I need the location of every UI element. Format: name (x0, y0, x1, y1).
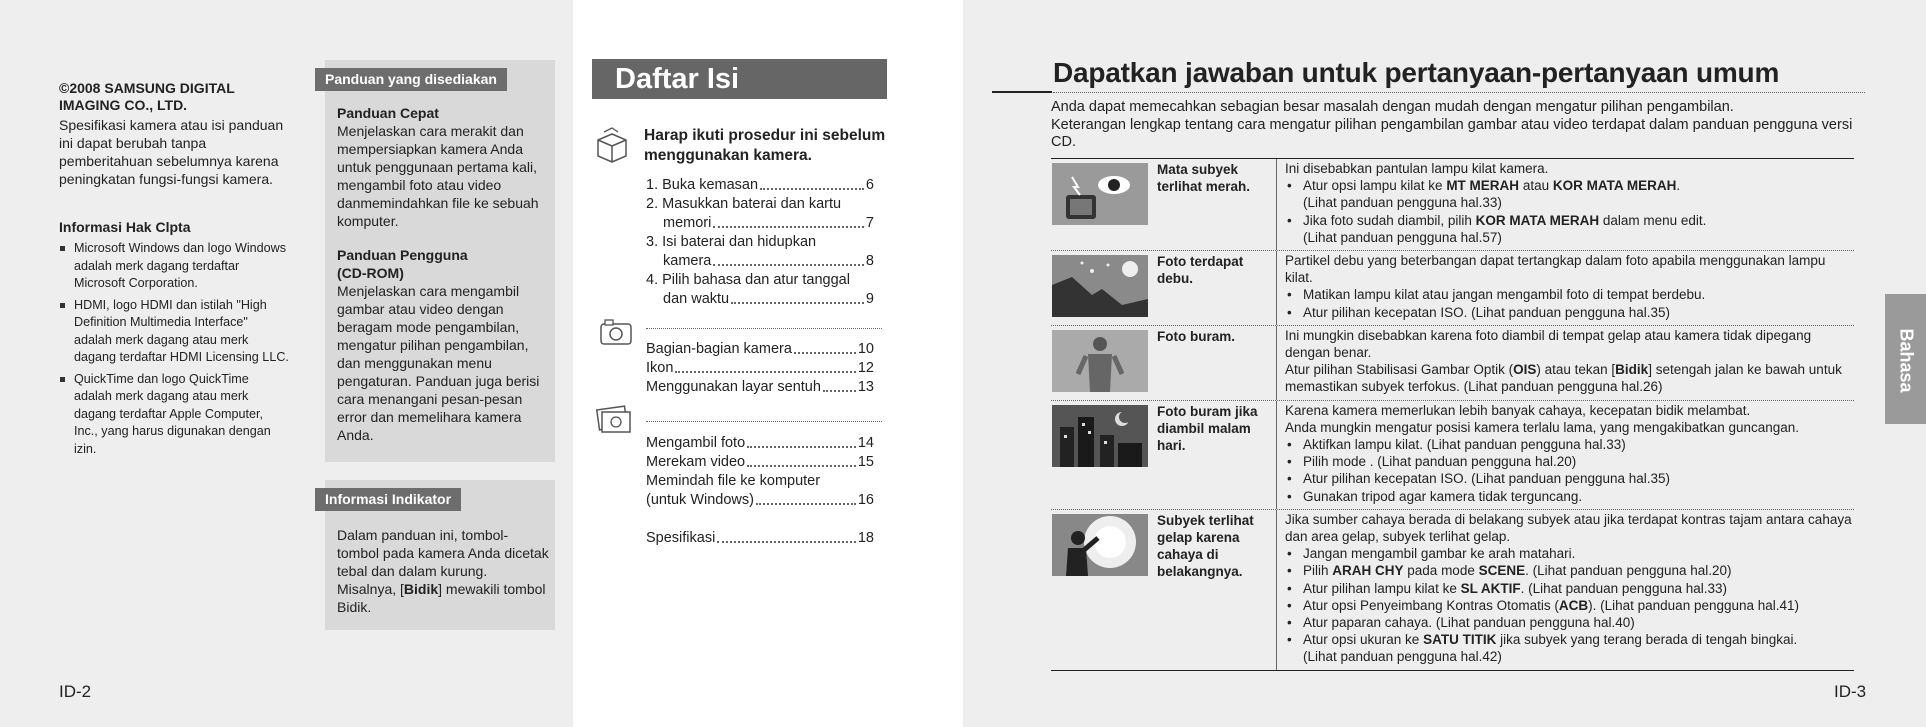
toc-entry[interactable] (646, 271, 874, 290)
toc-entry-label: Merekam video (646, 454, 746, 470)
toc-entry-label: 4. Pilih bahasa dan atur tanggal (646, 272, 850, 288)
user-guide-text: Menjelaskan cara mengambil gambar atau video dengan beragam mode pengambilan, mengatur pilihan pengambilan, dan menggunakan menu pengaturan. Panduan juga berisi cara menangani pesan-pesan error dan memelihara kamera Anda. (337, 283, 540, 443)
answer-bullet (1285, 580, 1854, 597)
guides-body (337, 104, 549, 444)
list-item: Microsoft Windows dan logo Windows adalah merk dagang terdaftar Microsoft Corporation. (59, 240, 289, 293)
toc-entry-label: 3. Isi baterai dan hidupkan (646, 234, 817, 250)
rights-heading: Informasi Hak Clpta (59, 219, 191, 235)
answer-keyword: OIS (1513, 362, 1537, 378)
answer-text: Jika sumber cahaya berada di belakang subyek atau jika terdapat kontras tajam antara cahaya dan area gelap, subyek terlihat gelap. (1285, 511, 1852, 545)
photo-illustration (1052, 255, 1148, 317)
answer-text (1285, 361, 1854, 395)
answer-keyword: MT MERAH (1446, 178, 1520, 194)
answer-fragment: ) atau tekan [ (1536, 362, 1616, 378)
list-item: HDMI, logo HDMI dan istilah "High Definition Multimedia Interface" adalah merk dagang atau merk dagang terdaftar HDMI Licensing LLC. (59, 297, 289, 367)
indicator-text-post: ] mewakili tombol Bidik. (337, 581, 546, 615)
answer-fragment: Matikan lampu kilat atau jangan mengambil foto di tempat berdebu. (1303, 287, 1706, 303)
toc-entry-label: Spesifikasi (646, 530, 716, 546)
toc-entry-page: 6 (865, 177, 874, 193)
toc-entry[interactable] (646, 340, 874, 359)
faq-answer (1277, 159, 1854, 250)
toc-entry[interactable] (646, 195, 874, 214)
toc-entry-label: Menggunakan layar sentuh (646, 379, 821, 395)
toc-entry-page: 8 (865, 253, 874, 269)
camera-icon (597, 312, 637, 352)
indicator-box (325, 480, 555, 630)
toc-entry-page: 16 (857, 492, 874, 508)
toc-entry-label: memori (663, 215, 712, 231)
intro-line-1: Anda dapat memecahkan sebagian besar masalah dengan mudah dengan mengatur pilihan pengambilan. (1051, 99, 1734, 115)
toc-leader (731, 290, 864, 304)
toc-entry-label: 2. Masukkan baterai dan kartu (646, 196, 842, 212)
toc-entry-page: 7 (865, 215, 874, 231)
indicator-text (337, 526, 549, 616)
toc-group-setup (646, 176, 874, 309)
toc-entry[interactable] (646, 290, 874, 309)
answer-fragment: Aktifkan lampu kilat. (Lihat panduan pengguna hal.33) (1303, 437, 1626, 453)
answer-bullet (1285, 470, 1854, 487)
photo-illustration (1052, 163, 1148, 225)
table-row (1051, 510, 1854, 671)
answer-fragment: ). (Lihat panduan pengguna hal.41) (1588, 597, 1800, 613)
toc-entry-label: Bagian-bagian kamera (646, 341, 792, 357)
toc-entry[interactable] (646, 176, 874, 195)
toc-entry[interactable] (646, 491, 874, 510)
faq-answer (1277, 326, 1854, 400)
title-underline (1053, 92, 1865, 93)
intro-line-2: Keterangan lengkap tentang cara mengatur pilihan pengambilan gambar atau video terdapat dalam panduan pengguna versi CD. (1051, 116, 1853, 150)
faq-question: Subyek terlihat gelap karena cahaya di belakangnya. (1151, 510, 1277, 670)
toc-group-basics (646, 340, 874, 397)
answer-reference: (Lihat panduan pengguna hal.42) (1303, 649, 1502, 665)
toc-entry[interactable] (646, 359, 874, 378)
answer-text: Anda mungkin mengatur posisi kamera terlalu lama, yang mengakibatkan guncangan. (1285, 419, 1800, 435)
answer-bullet (1285, 631, 1854, 648)
toc-entry[interactable] (646, 434, 874, 453)
guides-box (325, 60, 555, 462)
toc-entry-label: (untuk Windows) (646, 492, 754, 508)
answer-bullet (1285, 304, 1854, 321)
answer-bullet (1285, 597, 1854, 614)
toc-entry-page: 10 (857, 341, 874, 357)
answer-reference: (Lihat panduan pengguna hal.33) (1303, 195, 1502, 211)
answer-keyword: KOR MATA MERAH (1552, 178, 1677, 194)
answer-bullet (1285, 488, 1854, 505)
answer-fragment: Pilih (1303, 563, 1333, 579)
toc-entry[interactable] (646, 472, 874, 491)
answer-fragment: Atur opsi lampu kilat ke (1303, 178, 1447, 194)
faq-question: Foto terdapat debu. (1151, 251, 1277, 325)
toc-leader (756, 491, 856, 505)
intro-text (1051, 99, 1871, 152)
toc-entry-label: 1. Buka kemasan (646, 177, 759, 193)
answer-fragment: ] setengah jalan ke bawah untuk memastikan subyek terfokus. (Lihat panduan pengguna hal.26) (1285, 362, 1842, 395)
answer-fragment: jika subyek yang terang berada di tengah bingkai. (1496, 632, 1798, 648)
quick-guide-text: Menjelaskan cara merakit dan mempersiapkan kamera Anda untuk penggunaan pertama kali, mengambil foto atau video danmemindahkan file ke sebuah komputer. (337, 123, 539, 229)
faq-question: Foto buram. (1151, 326, 1277, 400)
answer-fragment: Atur pilihan kecepatan ISO. (Lihat panduan pengguna hal.35) (1303, 304, 1671, 320)
toc-leader (713, 252, 864, 266)
faq-thumbnail (1051, 159, 1151, 250)
photo-illustration (1052, 514, 1148, 576)
toc-entry[interactable] (646, 378, 874, 397)
answer-keyword: SATU TITIK (1423, 632, 1497, 648)
photo-illustration (1052, 330, 1148, 392)
answer-fragment: Jangan mengambil gambar ke arah matahari. (1303, 546, 1576, 562)
answer-fragment: . (Lihat panduan pengguna hal.20) (1525, 563, 1732, 579)
toc-title: Daftar Isi (592, 59, 887, 99)
answer-text: Ini disebabkan pantulan lampu kilat kamera. (1285, 161, 1549, 176)
toc-leader (675, 359, 855, 373)
title-rule (992, 91, 1052, 93)
faq-question: Foto buram jika diambil malam hari. (1151, 401, 1277, 509)
answer-bullet (1285, 614, 1854, 631)
toc-leader (794, 340, 856, 354)
toc-entry-label: Memindah file ke komputer (646, 473, 821, 489)
divider (646, 328, 882, 329)
table-row (1051, 401, 1854, 510)
toc-leader (713, 214, 864, 228)
answer-bullet (1285, 177, 1854, 194)
rights-list (59, 240, 289, 458)
user-guide-subtitle: (CD-ROM) (337, 265, 404, 281)
faq-thumbnail (1051, 251, 1151, 325)
answer-keyword: Bidik (1615, 362, 1649, 378)
table-row (1051, 326, 1854, 401)
answer-fragment: pada mode (1403, 563, 1479, 579)
answer-fragment: Atur pilihan Stabilisasi Gambar Optik ( (1285, 362, 1514, 378)
faq-thumbnail (1051, 510, 1151, 670)
toc-entry-label: dan waktu (663, 291, 730, 307)
answer-fragment: . (Lihat panduan pengguna hal.33) (1520, 580, 1728, 596)
toc-entry[interactable] (646, 252, 874, 271)
faq-table (1051, 158, 1854, 671)
faq-answer (1277, 401, 1854, 509)
toc-entry-page: 13 (857, 379, 874, 395)
toc-leader (760, 176, 864, 190)
answer-fragment: . (Lihat panduan pengguna hal.20) (1369, 454, 1577, 470)
toc-group-shooting (646, 434, 874, 510)
toc-entry-page: 15 (857, 454, 874, 470)
indicator-text-bold: Bidik (403, 581, 439, 597)
toc-entry[interactable] (646, 233, 874, 252)
indicator-label: Informasi Indikator (315, 488, 461, 511)
answer-fragment: Gunakan tripod agar kamera tidak terguncang. (1303, 488, 1583, 504)
list-item: QuickTime dan logo QuickTime adalah merk dagang atau merk dagang terdaftar Apple Computer, Inc., yang harus digunakan dengan izin. (59, 371, 289, 459)
answer-fragment: Jika foto sudah diambil, pilih (1303, 212, 1476, 228)
answer-bullet (1285, 562, 1854, 579)
copyright-column (59, 80, 289, 462)
answer-fragment: Atur pilihan lampu kilat ke (1303, 580, 1461, 596)
answer-fragment: . (1676, 178, 1681, 194)
page-title: Dapatkan jawaban untuk pertanyaan-pertanyaan umum (1053, 57, 1780, 88)
answer-bullet (1285, 436, 1854, 453)
faq-thumbnail (1051, 401, 1151, 509)
copyright-text: Spesifikasi kamera atau isi panduan ini dapat berubah tanpa pemberitahuan sebelumnya karena peningkatan fungsi-fungsi kamera. (59, 117, 284, 187)
indicator-text-pre: Dalam panduan ini, tombol-tombol pada kamera Anda dicetak tebal dan dalam kurung. Misalnya, [ (337, 527, 549, 597)
copyright-title: ©2008 SAMSUNG DIGITAL IMAGING CO., LTD. (59, 80, 235, 113)
answer-keyword: ARAH CHY (1332, 563, 1404, 579)
box-icon (592, 126, 632, 166)
guides-label: Panduan yang disediakan (315, 68, 507, 91)
answer-bullet (1285, 453, 1854, 470)
toc-intro: Harap ikuti prosedur ini sebelum menggunakan kamera. (644, 127, 886, 164)
toc-leader (747, 434, 856, 448)
toc-entry-page: 14 (857, 435, 874, 451)
toc-entry-page: 9 (865, 291, 874, 307)
answer-fragment: Atur pilihan kecepatan ISO. (Lihat panduan pengguna hal.35) (1303, 471, 1671, 487)
toc-entry[interactable] (646, 453, 874, 472)
table-row (1051, 159, 1854, 251)
answer-fragment: Atur opsi ukuran ke (1303, 632, 1424, 648)
toc-leader (717, 529, 856, 543)
toc-leader (823, 378, 856, 392)
faq-answer (1277, 251, 1854, 325)
faq-answer (1277, 510, 1854, 670)
answer-reference: (Lihat panduan pengguna hal.57) (1303, 229, 1502, 245)
answer-text: Karena kamera memerlukan lebih banyak cahaya, kecepatan bidik melambat. (1285, 402, 1751, 418)
faq-thumbnail (1051, 326, 1151, 400)
answer-keyword: SL AKTIF (1460, 580, 1521, 596)
toc-group-specs (646, 529, 874, 548)
answer-fragment: Atur paparan cahaya. (Lihat panduan pengguna hal.40) (1303, 615, 1635, 631)
answer-keyword: ACB (1558, 597, 1589, 613)
answer-keyword: KOR MATA MERAH (1475, 212, 1600, 228)
answer-fragment: Atur opsi Penyeimbang Kontras Otomatis ( (1303, 597, 1559, 613)
toc-entry[interactable] (646, 214, 874, 233)
divider (646, 421, 882, 422)
answer-bullet (1285, 286, 1854, 303)
photos-icon (594, 400, 634, 440)
answer-keyword: SCENE (1478, 563, 1526, 579)
photo-illustration (1052, 405, 1148, 467)
answer-fragment: dalam menu edit. (1599, 212, 1707, 228)
page-number-right: ID-3 (1834, 682, 1867, 701)
faq-question: Mata subyek terlihat merah. (1151, 159, 1277, 250)
table-row (1051, 251, 1854, 326)
toc-entry[interactable] (646, 529, 874, 548)
page-number-left: ID-2 (59, 682, 92, 701)
answer-text: Partikel debu yang beterbangan dapat tertangkap dalam foto apabila menggunakan lampu kilat. (1285, 253, 1826, 286)
user-guide-title: Panduan Pengguna (337, 247, 468, 263)
toc-entry-label: Ikon (646, 360, 674, 376)
answer-bullet (1285, 545, 1854, 562)
answer-fragment: Pilih mode (1303, 454, 1370, 470)
answer-text: Ini mungkin disebabkan karena foto diambil di tempat gelap atau kamera tidak dipegang dengan benar. (1285, 327, 1812, 361)
toc-entry-label: Mengambil foto (646, 435, 746, 451)
answer-fragment: atau (1519, 178, 1553, 194)
toc-entry-page: 12 (857, 360, 874, 376)
toc-entry-label: kamera (663, 253, 712, 269)
quick-guide-title: Panduan Cepat (337, 105, 439, 121)
toc-leader (747, 453, 856, 467)
answer-bullet (1285, 212, 1854, 229)
language-tab-label: Bahasa (1896, 328, 1917, 393)
toc-entry-page: 18 (857, 530, 874, 546)
